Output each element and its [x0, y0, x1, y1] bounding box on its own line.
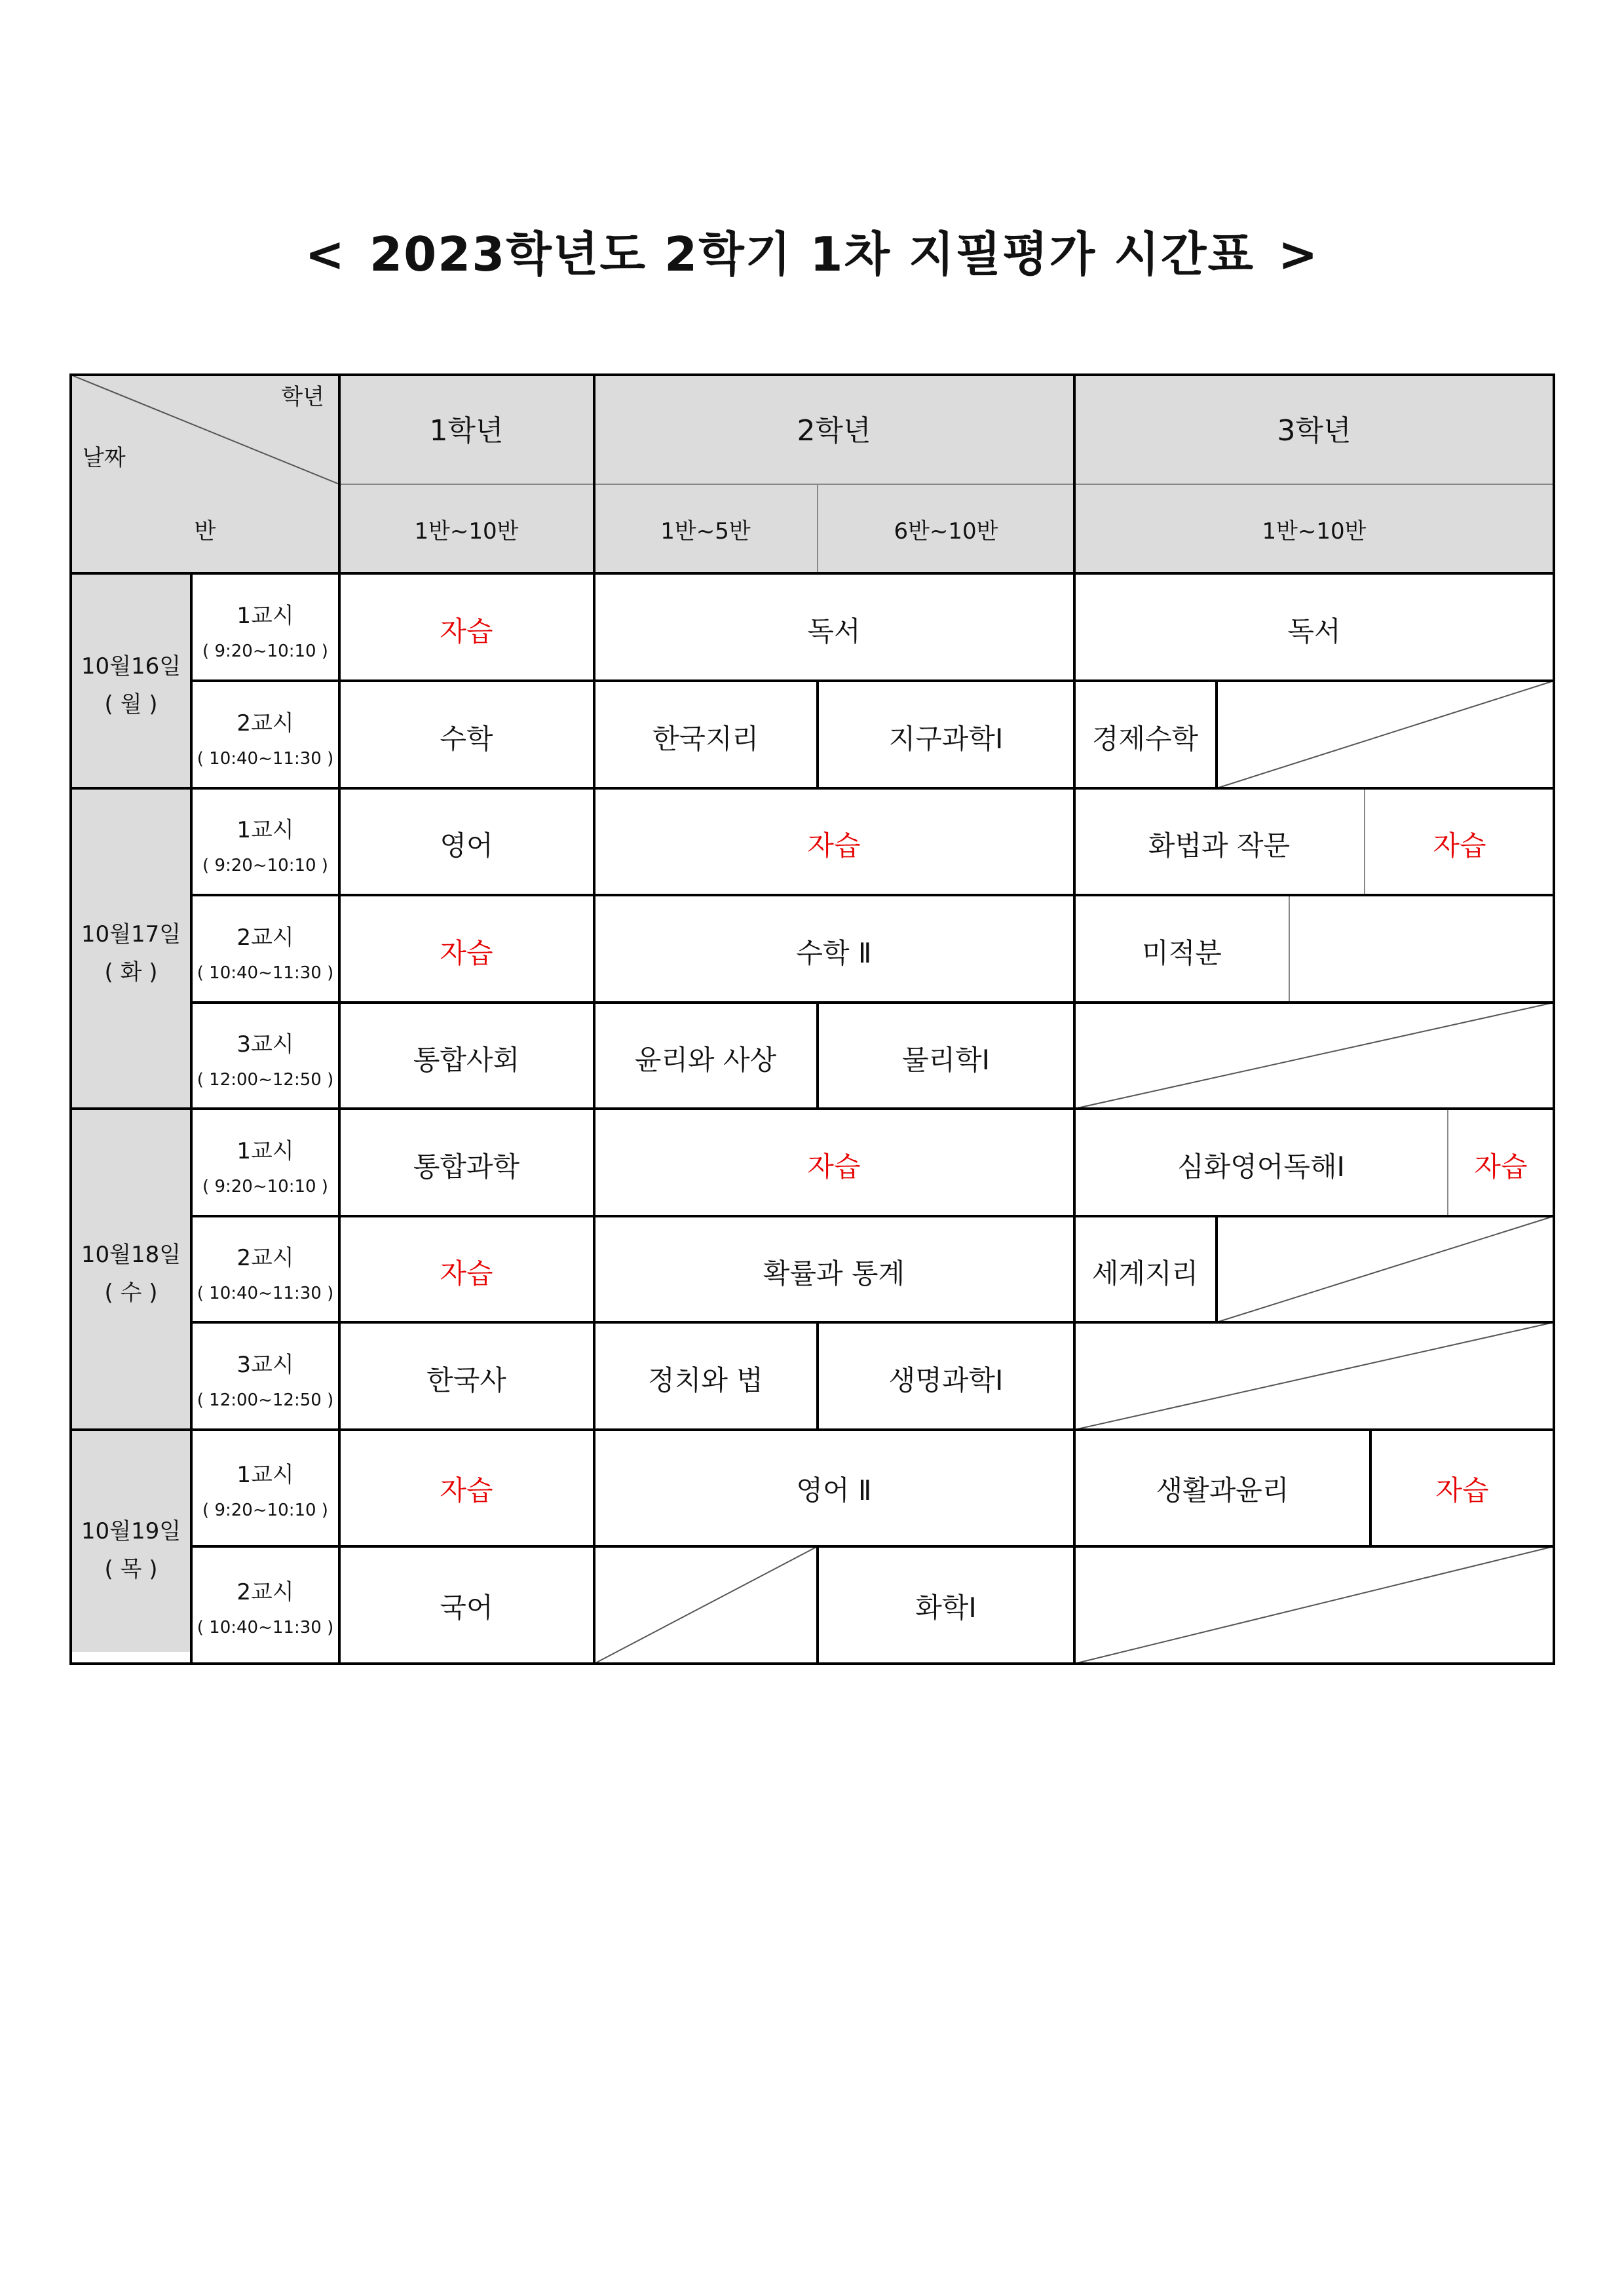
corner-grade-label: 학년 — [281, 384, 324, 410]
exam-cell: 한국사 — [426, 1364, 506, 1396]
corner-date-label: 날짜 — [83, 445, 126, 471]
exam-cell: 윤리와 사상 — [634, 1044, 777, 1076]
period-label: 1교시 — [236, 817, 294, 843]
grade3-classes: 1반~10반 — [1262, 518, 1367, 545]
period-label: 3교시 — [236, 1031, 294, 1058]
date-label: 10월16일 — [81, 653, 181, 679]
grade2-classes-b: 6반~10반 — [894, 518, 998, 545]
exam-cell: 자습 — [807, 1151, 861, 1183]
exam-cell: 생명과학Ⅰ — [888, 1364, 1004, 1396]
grade1-header: 1학년 — [429, 414, 504, 448]
period-column — [197, 603, 333, 1637]
title-text: 2023학년도 2학기 1차 지필평가 시간표 — [369, 227, 1255, 282]
subject-cells — [413, 615, 1528, 1624]
exam-cell: 지구과학Ⅰ — [888, 723, 1004, 755]
period-label: 1교시 — [236, 603, 294, 629]
period-label: 1교시 — [236, 1138, 294, 1164]
exam-cell: 자습 — [440, 1257, 493, 1290]
weekday-label: ( 목 ) — [104, 1556, 158, 1582]
period-time: ( 9:20~10:10 ) — [202, 856, 328, 875]
exam-cell: 미적분 — [1142, 937, 1222, 969]
period-time: ( 12:00~12:50 ) — [197, 1070, 334, 1090]
exam-cell: 확률과 통계 — [763, 1257, 905, 1290]
period-time: ( 10:40~11:30 ) — [197, 749, 334, 769]
exam-cell: 수학 — [440, 723, 493, 755]
thin-lines — [339, 484, 1554, 1216]
exam-cell: 생활과윤리 — [1156, 1474, 1289, 1506]
exam-cell: 영어 — [440, 830, 493, 862]
period-label: 3교시 — [236, 1352, 294, 1378]
period-label: 2교시 — [236, 710, 294, 737]
exam-cell: 독서 — [807, 615, 861, 647]
period-time: ( 9:20~10:10 ) — [202, 641, 328, 661]
exam-cell: 자습 — [1435, 1474, 1489, 1506]
weekday-label: ( 화 ) — [104, 959, 158, 985]
exam-cell: 물리학Ⅰ — [901, 1044, 991, 1076]
grade3-header: 3학년 — [1277, 414, 1351, 448]
date-label: 10월19일 — [81, 1518, 181, 1544]
period-time: ( 10:40~11:30 ) — [197, 1284, 334, 1303]
date-column-bg — [71, 573, 191, 1652]
weekday-label: ( 수 ) — [104, 1280, 158, 1306]
exam-cell: 국어 — [440, 1592, 493, 1624]
grade2-header: 2학년 — [797, 414, 871, 448]
exam-cell: 심화영어독해Ⅰ — [1177, 1151, 1345, 1183]
exam-cell: 통합과학 — [413, 1151, 520, 1183]
date-label: 10월17일 — [81, 921, 181, 947]
period-time: ( 10:40~11:30 ) — [197, 963, 334, 983]
exam-cell: 영어 Ⅱ — [796, 1474, 872, 1506]
exam-cell: 정치와 법 — [648, 1364, 763, 1396]
period-label: 1교시 — [236, 1462, 294, 1488]
exam-cell: 자습 — [440, 615, 493, 647]
exam-cell: 자습 — [440, 937, 493, 969]
grade1-classes: 1반~10반 — [414, 518, 519, 545]
exam-cell: 경제수학 — [1091, 723, 1199, 755]
weekday-label: ( 월 ) — [104, 691, 158, 718]
exam-cell: 자습 — [1474, 1151, 1528, 1183]
exam-cell: 한국지리 — [652, 723, 759, 755]
exam-cell: 자습 — [807, 830, 861, 862]
period-label: 2교시 — [236, 1245, 294, 1271]
exam-cell: 세계지리 — [1091, 1257, 1199, 1290]
period-time: ( 12:00~12:50 ) — [197, 1390, 334, 1410]
grade2-classes-a: 1반~5반 — [660, 518, 751, 545]
exam-cell: 독서 — [1287, 615, 1341, 647]
period-time: ( 10:40~11:30 ) — [197, 1618, 334, 1637]
title-left-bracket: < — [305, 227, 346, 282]
exam-cell: 수학 Ⅱ — [796, 937, 872, 969]
date-label: 10월18일 — [81, 1242, 181, 1268]
period-time: ( 9:20~10:10 ) — [202, 1501, 328, 1520]
exam-cell: 통합사회 — [413, 1044, 520, 1076]
exam-cell: 화학Ⅰ — [915, 1592, 977, 1624]
exam-cell: 자습 — [1433, 830, 1486, 862]
title-right-bracket: > — [1278, 227, 1319, 282]
exam-cell: 자습 — [440, 1474, 493, 1506]
period-label: 2교시 — [236, 925, 294, 951]
period-label: 2교시 — [236, 1579, 294, 1605]
period-time: ( 9:20~10:10 ) — [202, 1177, 328, 1196]
class-label: 반 — [194, 518, 216, 545]
exam-cell: 화법과 작문 — [1148, 830, 1291, 862]
